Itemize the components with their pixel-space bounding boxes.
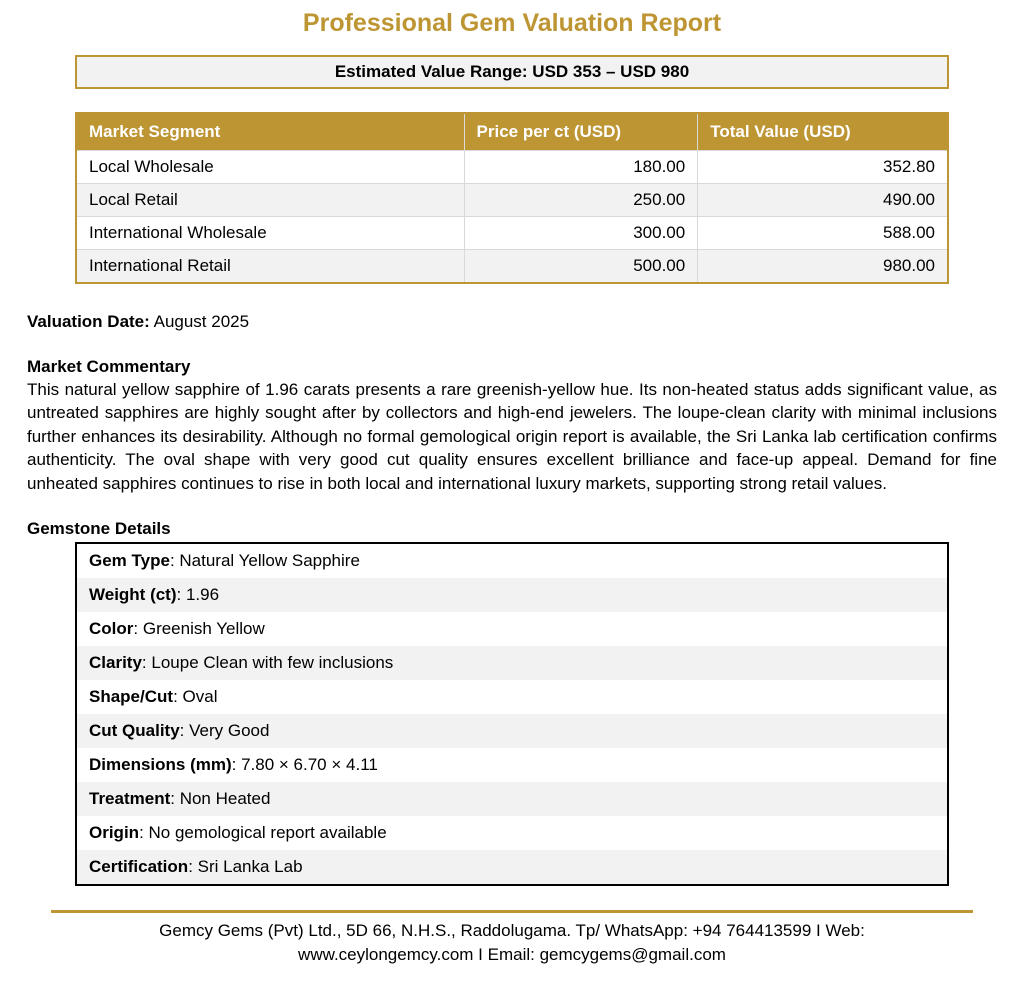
gem-detail-row-treatment: [77, 782, 947, 816]
gem-detail-value: Loupe Clean with few inclusions: [151, 653, 394, 673]
gem-detail-row-dimensions: [77, 748, 947, 782]
gem-detail-value: 1.96: [185, 585, 220, 605]
gem-detail-row-weight: [77, 578, 947, 612]
gem-detail-label: Weight (ct) :: [89, 585, 186, 604]
gem-detail-value: Natural Yellow Sapphire: [179, 551, 360, 571]
gem-detail-label: Cut Quality :: [89, 721, 189, 740]
segment-cell: International Retail: [76, 250, 464, 284]
column-header-market-segment: Market Segment: [76, 113, 464, 151]
valuation-date: [27, 311, 997, 333]
gem-detail-value: 7.80 × 6.70 × 4.11: [241, 755, 378, 775]
gemstone-details-table: [75, 542, 949, 886]
total-cell: 490.00: [698, 184, 948, 217]
footer-contact-line2: www.ceylongemcy.com I Email: gemcygems@gmail.com: [298, 945, 726, 965]
price-cell: 300.00: [464, 217, 698, 250]
gem-detail-value: No gemological report available: [148, 823, 387, 843]
gem-detail-value: Non Heated: [179, 789, 271, 809]
footer-contact-line1: Gemcy Gems (Pvt) Ltd., 5D 66, N.H.S., Raddolugama. Tp/ WhatsApp: +94 764413599 I Web:: [159, 921, 865, 941]
gem-detail-row-clarity: [77, 646, 947, 680]
total-cell: 588.00: [698, 217, 948, 250]
gem-detail-row-cut-quality: [77, 714, 947, 748]
table-row: [76, 151, 948, 184]
segment-cell: Local Wholesale: [76, 151, 464, 184]
page-title: Professional Gem Valuation Report: [302, 9, 722, 37]
market-table-header: [76, 113, 948, 151]
gem-detail-label: Treatment :: [89, 789, 180, 808]
market-valuation-table: [75, 112, 949, 284]
gem-detail-label: Origin :: [89, 823, 149, 842]
gem-detail-row-color: [77, 612, 947, 646]
footer-divider: [51, 910, 973, 913]
gem-detail-value: Greenish Yellow: [142, 619, 265, 639]
gem-detail-label: Gem Type :: [89, 551, 179, 570]
footer-contact-info: [27, 919, 997, 967]
gem-detail-label: Dimensions (mm) :: [89, 755, 241, 774]
market-commentary-heading: Market Commentary: [27, 357, 191, 376]
price-cell: 250.00: [464, 184, 698, 217]
gem-detail-value: Oval: [182, 687, 218, 707]
gem-detail-row-gem-type: [77, 544, 947, 578]
column-header-total-value: Total Value (USD): [698, 113, 948, 151]
price-cell: 500.00: [464, 250, 698, 284]
gem-detail-label: Color :: [89, 619, 143, 638]
gem-detail-value: Sri Lanka Lab: [197, 857, 303, 877]
price-cell: 180.00: [464, 151, 698, 184]
estimated-value-range-box: Estimated Value Range: USD 353 – USD 980: [75, 55, 949, 89]
gem-detail-label: Clarity :: [89, 653, 151, 672]
segment-cell: Local Retail: [76, 184, 464, 217]
table-row: [76, 250, 948, 284]
gem-detail-value: Very Good: [189, 721, 270, 741]
gem-detail-row-origin: [77, 816, 947, 850]
segment-cell: International Wholesale: [76, 217, 464, 250]
table-row: [76, 184, 948, 217]
total-cell: 980.00: [698, 250, 948, 284]
gem-detail-row-shape-cut: [77, 680, 947, 714]
market-commentary-text: This natural yellow sapphire of 1.96 carats presents a rare greenish-yellow hue. Its non-heated status adds significant value, as untreated sapphires are highly sought after by collectors and high-end jewelers. The loupe-clean clarity with minimal inclusions further enhances its desirability. Although no formal gemological origin report is available, the Sri Lanka lab certification confirms authenticity. The oval shape with very good cut quality ensures excellent brilliance and face-up appeal. Demand for fine unheated sapphires continues to rise in both local and international luxury markets, supporting strong retail values.: [27, 380, 997, 493]
gem-detail-label: Certification :: [89, 857, 198, 876]
column-header-price-per-ct: Price per ct (USD): [464, 113, 698, 151]
valuation-date-label: Valuation Date:: [27, 312, 150, 331]
gem-detail-row-certification: [77, 850, 947, 884]
footer: [27, 910, 997, 967]
total-cell: 352.80: [698, 151, 948, 184]
valuation-date-value: August 2025: [153, 312, 250, 331]
table-row: [76, 217, 948, 250]
gem-detail-label: Shape/Cut :: [89, 687, 183, 706]
gemstone-details-heading: Gemstone Details: [27, 519, 171, 539]
